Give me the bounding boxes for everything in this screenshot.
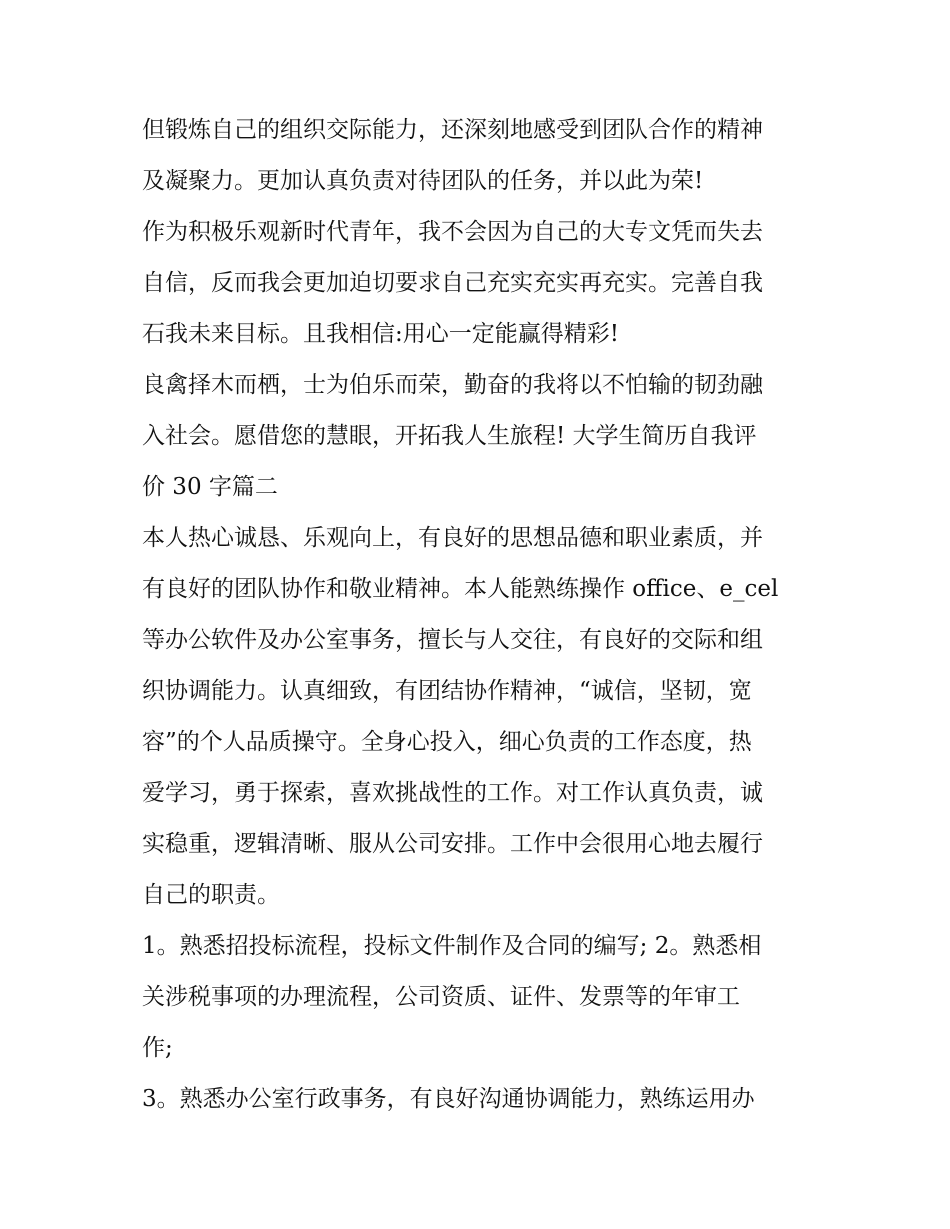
text-line: 1。熟悉招投标流程，投标文件制作及合同的编写; 2。熟悉相 xyxy=(142,933,762,959)
text-line: 爱学习，勇于探索，喜欢挑战性的工作。对工作认真负责，诚 xyxy=(142,780,763,806)
text-line: 等办公软件及办公室事务，擅长与人交往，有良好的交际和组 xyxy=(142,627,763,653)
document-page xyxy=(142,105,822,1125)
text-line: 有良好的团队协作和敬业精神。本人能熟练操作 office、e_cel xyxy=(142,576,779,602)
text-line: 自信，反而我会更加迫切要求自己充实充实再充实。完善自我 xyxy=(142,270,763,296)
text-line: 入社会。愿借您的慧眼，开拓我人生旅程! 大学生简历自我评 xyxy=(142,423,757,449)
text-line: 但锻炼自己的组织交际能力，还深刻地感受到团队合作的精神 xyxy=(142,117,763,143)
text-line: 良禽择木而栖，士为伯乐而荣，勤奋的我将以不怕输的韧劲融 xyxy=(142,372,763,398)
text-line: 本人热心诚恳、乐观向上，有良好的思想品德和职业素质，并 xyxy=(142,525,763,551)
text-line: 作为积极乐观新时代青年，我不会因为自己的大专文凭而失去 xyxy=(142,219,763,245)
text-line: 3。熟悉办公室行政事务，有良好沟通协调能力，熟练运用办 xyxy=(142,1086,755,1112)
text-line: 实稳重，逻辑清晰、服从公司安排。工作中会很用心地去履行 xyxy=(142,831,763,857)
text-line: 容”的个人品质操守。全身心投入，细心负责的工作态度，热 xyxy=(142,729,752,755)
text-line: 织协调能力。认真细致，有团结协作精神，“诚信，坚韧，宽 xyxy=(142,678,752,704)
text-line: 作; xyxy=(142,1035,173,1061)
text-line: 石我未来目标。且我相信:用心一定能赢得精彩! xyxy=(142,321,619,347)
text-line: 价 30 字篇二 xyxy=(142,474,278,500)
text-line: 自己的职责。 xyxy=(142,882,280,908)
text-line: 关涉税事项的办理流程，公司资质、证件、发票等的年审工 xyxy=(142,984,740,1010)
text-line: 及凝聚力。更加认真负责对待团队的任务，并以此为荣! xyxy=(142,168,704,194)
